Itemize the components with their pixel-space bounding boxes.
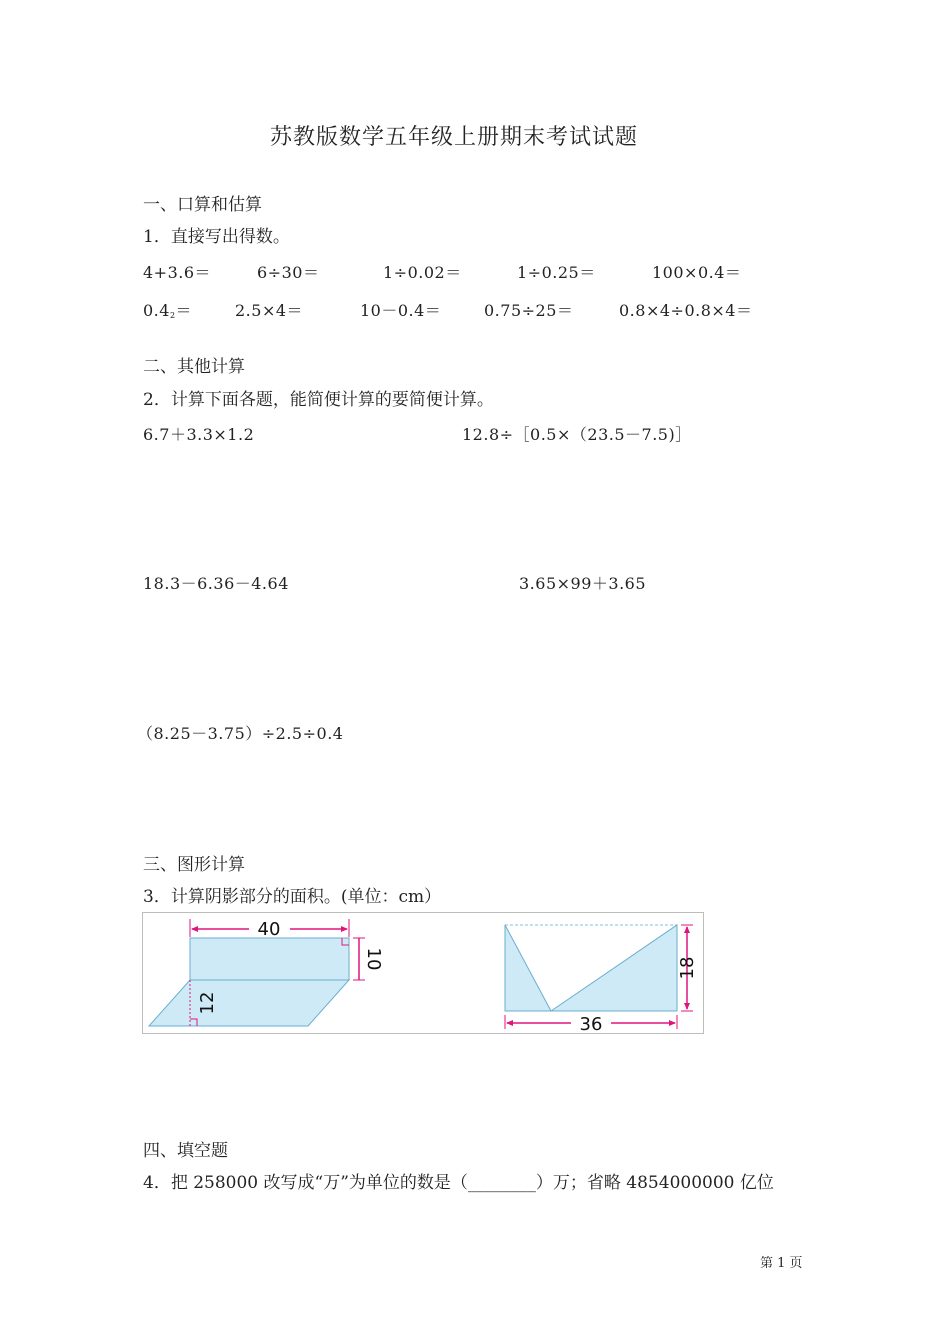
oral-item: 1÷0.25＝ (517, 263, 596, 282)
calc-item: 3.65×99＋3.65 (519, 574, 647, 593)
oral-item: 2.5×4＝ (235, 301, 304, 320)
oral-item-base: 0.4 (143, 301, 170, 320)
oral-item-equals: ＝ (175, 301, 193, 320)
question-1: 1．直接写出得数。 (143, 227, 290, 247)
oral-item: 4+3.6＝ (143, 263, 212, 282)
oral-item: 1÷0.02＝ (383, 263, 462, 282)
calc-item: 12.8÷［0.5×（23.5－7.5)］ (462, 425, 692, 444)
calc-item: 18.3－6.36－4.64 (143, 574, 289, 593)
section-1-heading: 一、口算和估算 (143, 195, 262, 215)
oral-item-exponent: 2 (169, 311, 176, 320)
section-3-heading: 三、图形计算 (143, 855, 245, 875)
arrow-head (669, 1020, 676, 1026)
page-number: 第 1 页 (760, 1256, 803, 1271)
arrow-head (684, 926, 690, 933)
calc-item: （8.25－3.75）÷2.5÷0.4 (137, 724, 344, 743)
page-title: 苏教版数学五年级上册期末考试试题 (270, 125, 639, 150)
shaded-triangle-right (551, 925, 677, 1011)
oral-item: 6÷30＝ (257, 263, 320, 282)
question-3: 3．计算阴影部分的面积。(单位：cm） (143, 887, 442, 907)
shaded-triangle-left (505, 925, 551, 1011)
oral-item (143, 298, 192, 321)
label-10: 10 (363, 947, 384, 971)
label-36: 36 (579, 1014, 603, 1035)
calc-item: 6.7＋3.3×1.2 (143, 425, 255, 444)
label-12: 12 (197, 991, 218, 1015)
label-40: 40 (257, 919, 281, 940)
question-2: 2．计算下面各题，能简便计算的要简便计算。 (143, 390, 494, 410)
label-18: 18 (677, 956, 698, 980)
oral-item: 0.75÷25＝ (484, 301, 574, 320)
arrow-head (684, 1003, 690, 1010)
question-4: 4．把 258000 改写成“万”为单位的数是（________）万；省略 4854000000 亿位 (143, 1173, 774, 1193)
arrow-head (506, 1020, 513, 1026)
section-4-heading: 四、填空题 (143, 1141, 228, 1161)
section-2-heading: 二、其他计算 (143, 357, 245, 377)
geometry-svg (143, 913, 705, 1035)
arrow-head (191, 926, 198, 932)
shaded-rectangle (190, 938, 349, 980)
shaded-parallelogram (149, 980, 349, 1026)
geometry-figure (142, 912, 704, 1034)
oral-item: 10－0.4＝ (360, 301, 442, 320)
oral-item: 0.8×4÷0.8×4＝ (619, 301, 753, 320)
oral-item: 100×0.4＝ (652, 263, 742, 282)
arrow-head (341, 926, 348, 932)
